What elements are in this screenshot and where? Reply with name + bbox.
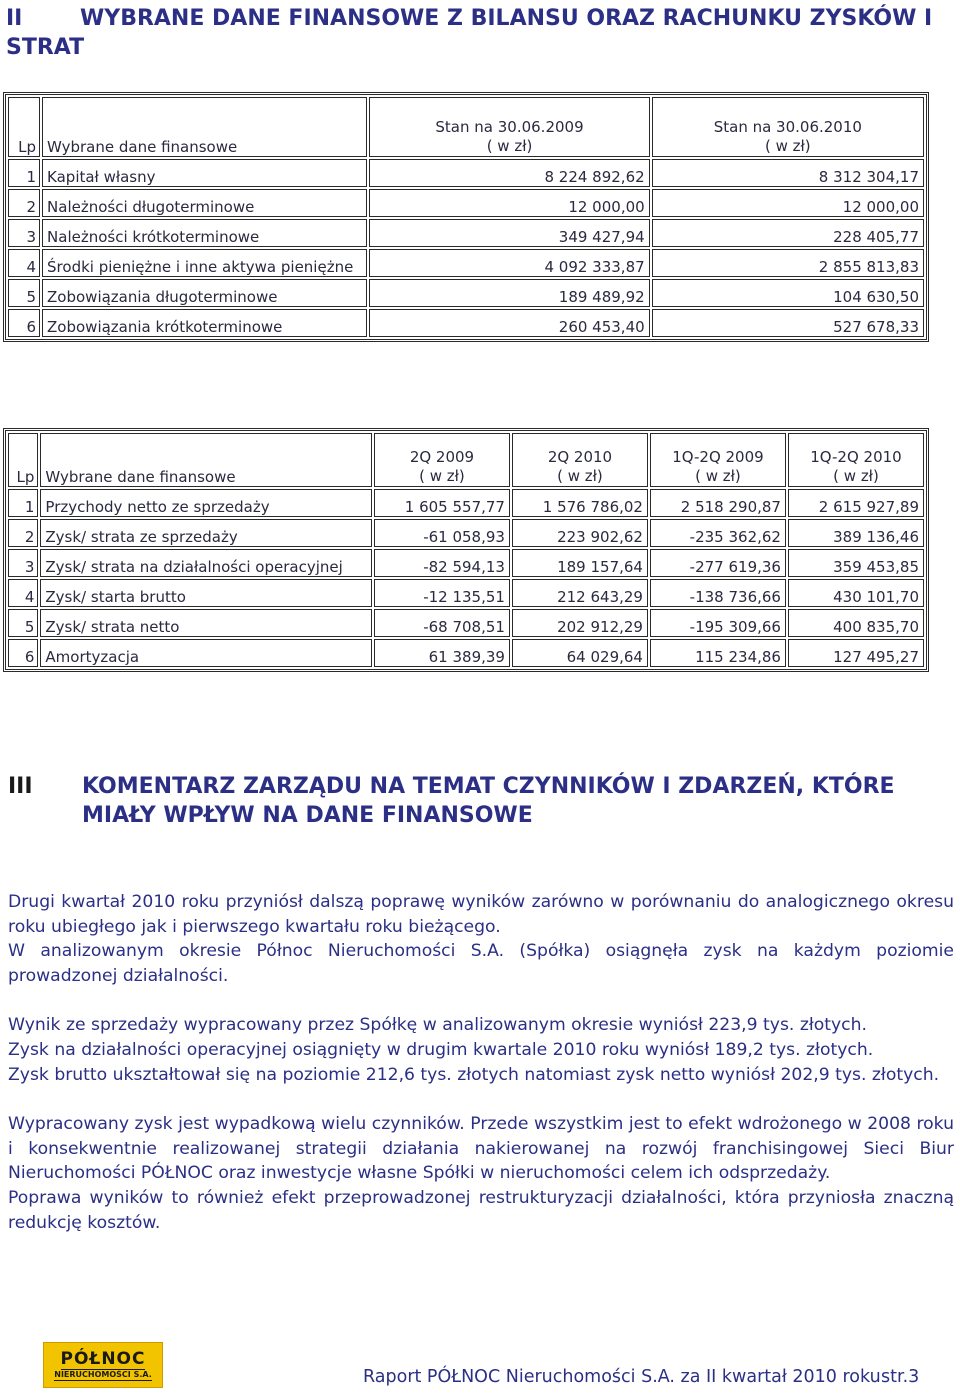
row-value: 223 902,62 <box>512 519 648 547</box>
section-2-number: II <box>6 6 23 31</box>
paragraph: Zysk na działalności operacyjnej osiągnięty w drugim kwartale 2010 roku wyniósł 189,2 tys. złotych. <box>8 1039 874 1060</box>
table-row <box>8 519 924 547</box>
row-lp: 3 <box>8 219 40 247</box>
row-value: 1 605 557,77 <box>374 489 510 517</box>
row-value-2010: 228 405,77 <box>652 219 924 247</box>
table-row <box>8 159 924 187</box>
row-lp: 5 <box>8 609 38 637</box>
income-table <box>3 428 929 672</box>
income-header-col <box>512 433 648 487</box>
balance-header-2009-year: 2009 <box>545 118 584 136</box>
row-value-2009: 260 453,40 <box>369 309 649 337</box>
row-value: 1 576 786,02 <box>512 489 648 517</box>
table-row <box>8 489 924 517</box>
row-lp: 6 <box>8 639 38 667</box>
income-header-col <box>788 433 924 487</box>
table-row <box>8 219 924 247</box>
income-header-lp: Lp <box>8 433 38 487</box>
paragraph: Drugi kwartał 2010 roku przyniósł dalszą poprawę wyników zarówno w porównaniu do analogicznego okresu roku ubiegłego jak i pierwszego kwartału roku bieżącego. <box>8 892 954 937</box>
balance-table-header <box>8 97 924 157</box>
table-row <box>8 549 924 577</box>
balance-table <box>3 92 929 342</box>
logo-line-2: NIERUCHOMOŚCI S.A. <box>54 1370 152 1379</box>
row-lp: 4 <box>8 249 40 277</box>
balance-header-2009 <box>369 97 649 157</box>
balance-header-2009-label <box>435 118 583 136</box>
row-lp: 4 <box>8 579 38 607</box>
row-lp: 5 <box>8 279 40 307</box>
row-value-2009: 8 224 892,62 <box>369 159 649 187</box>
income-header-col <box>650 433 786 487</box>
row-name: Zobowiązania długoterminowe <box>42 279 367 307</box>
row-value: 2 615 927,89 <box>788 489 924 517</box>
row-name: Zysk/ strata ze sprzedaży <box>40 519 372 547</box>
row-lp: 2 <box>8 189 40 217</box>
row-value-2010: 12 000,00 <box>652 189 924 217</box>
income-header-col-unit: ( w zł) <box>695 467 741 485</box>
balance-header-2009-unit: ( w zł) <box>486 137 533 155</box>
row-value: -195 309,66 <box>650 609 786 637</box>
balance-header-2010-prefix: Stan na 30.06. <box>713 118 824 136</box>
row-value: 202 912,29 <box>512 609 648 637</box>
row-value: -82 594,13 <box>374 549 510 577</box>
income-header-col-unit: ( w zł) <box>419 467 465 485</box>
row-name: Przychody netto ze sprzedaży <box>40 489 372 517</box>
table-row <box>8 579 924 607</box>
row-value: 127 495,27 <box>788 639 924 667</box>
row-value-2009: 12 000,00 <box>369 189 649 217</box>
table-row <box>8 639 924 667</box>
balance-header-lp: Lp <box>8 97 40 157</box>
table-row <box>8 249 924 277</box>
income-header-col-label: 2Q 2009 <box>409 448 475 466</box>
row-lp: 1 <box>8 159 40 187</box>
row-value-2010: 8 312 304,17 <box>652 159 924 187</box>
row-value: 389 136,46 <box>788 519 924 547</box>
row-value: 2 518 290,87 <box>650 489 786 517</box>
row-value: 400 835,70 <box>788 609 924 637</box>
balance-header-2010-unit: ( w zł) <box>765 137 811 155</box>
row-value: 212 643,29 <box>512 579 648 607</box>
row-value: 64 029,64 <box>512 639 648 667</box>
table-row <box>8 309 924 337</box>
table-row <box>8 279 924 307</box>
row-value: 189 157,64 <box>512 549 648 577</box>
row-value: -61 058,93 <box>374 519 510 547</box>
row-value: -277 619,36 <box>650 549 786 577</box>
income-header-col-unit: ( w zł) <box>557 467 603 485</box>
row-value: 61 389,39 <box>374 639 510 667</box>
income-header-col-label: 2Q 2010 <box>547 448 613 466</box>
balance-header-2010-label <box>714 118 862 136</box>
row-name: Zysk/ strata na działalności operacyjnej <box>40 549 372 577</box>
row-name: Zysk/ strata netto <box>40 609 372 637</box>
row-value-2010: 104 630,50 <box>652 279 924 307</box>
paragraph: Zysk brutto ukształtował się na poziomie 212,6 tys. złotych natomiast zysk netto wyniósł 202,9 tys. złotych. <box>8 1064 940 1085</box>
row-value-2009: 4 092 333,87 <box>369 249 649 277</box>
row-value: -12 135,51 <box>374 579 510 607</box>
table-row <box>8 189 924 217</box>
management-commentary <box>8 890 954 1235</box>
balance-header-2009-prefix: Stan na 30.06. <box>435 118 546 136</box>
table-row <box>8 609 924 637</box>
section-2-title <box>6 4 946 62</box>
balance-header-name: Wybrane dane finansowe <box>42 97 367 157</box>
row-value: 115 234,86 <box>650 639 786 667</box>
balance-header-2010-year: 2010 <box>823 118 862 136</box>
row-lp: 1 <box>8 489 38 517</box>
page-number: str.3 <box>881 1367 920 1387</box>
row-value: -235 362,62 <box>650 519 786 547</box>
page-footer <box>363 1367 923 1387</box>
row-name: Amortyzacja <box>40 639 372 667</box>
income-header-name: Wybrane dane finansowe <box>40 433 372 487</box>
row-value-2009: 349 427,94 <box>369 219 649 247</box>
section-3-number: III <box>8 774 33 799</box>
section-3-heading: KOMENTARZ ZARZĄDU NA TEMAT CZYNNIKÓW I ZDARZEŃ, KTÓRE MIAŁY WPŁYW NA DANE FINANSOWE <box>82 774 895 828</box>
row-name: Należności krótkoterminowe <box>42 219 367 247</box>
row-lp: 2 <box>8 519 38 547</box>
footer-report-title: Raport PÓŁNOC Nieruchomości S.A. za II kwartał 2010 roku <box>363 1367 881 1387</box>
balance-header-2010 <box>652 97 924 157</box>
row-value-2009: 189 489,92 <box>369 279 649 307</box>
income-header-col-label: 1Q-2Q 2010 <box>810 448 902 466</box>
paragraph: W analizowanym okresie Północ Nieruchomości S.A. (Spółka) osiągnęła zysk na każdym poziomie prowadzonej działalności. <box>8 941 954 986</box>
row-value: -138 736,66 <box>650 579 786 607</box>
income-table-header <box>8 433 924 487</box>
row-value: -68 708,51 <box>374 609 510 637</box>
row-name: Środki pieniężne i inne aktywa pieniężne <box>42 249 367 277</box>
income-header-col-label: 1Q-2Q 2009 <box>672 448 764 466</box>
row-name: Kapitał własny <box>42 159 367 187</box>
section-2-heading: WYBRANE DANE FINANSOWE Z BILANSU ORAZ RACHUNKU ZYSKÓW I STRAT <box>6 6 933 60</box>
paragraph: Poprawa wyników to również efekt przeprowadzonej restrukturyzacji działalności, która przyniosła znaczną redukcję kosztów. <box>8 1187 954 1233</box>
company-logo <box>43 1342 163 1388</box>
paragraph: Wypracowany zysk jest wypadkową wielu czynników. Przede wszystkim jest to efekt wdrożonego w 2008 roku i konsekwentnie realizowanej strategii działania nakierowanej na rozwój franchisingowej Sieci Biur Nieruchomości PÓŁNOC oraz inwestycje własne Spółki w nieruchomości celem ich odsprzedaży. <box>8 1114 954 1184</box>
row-name: Należności długoterminowe <box>42 189 367 217</box>
row-lp: 6 <box>8 309 40 337</box>
row-value: 359 453,85 <box>788 549 924 577</box>
row-value: 430 101,70 <box>788 579 924 607</box>
paragraph: Wynik ze sprzedaży wypracowany przez Spółkę w analizowanym okresie wyniósł 223,9 tys. złotych. <box>8 1015 867 1036</box>
income-header-col-unit: ( w zł) <box>833 467 879 485</box>
row-lp: 3 <box>8 549 38 577</box>
logo-line-1: PÓŁNOC <box>60 1349 146 1369</box>
logo-name <box>44 1343 162 1370</box>
row-name: Zobowiązania krótkoterminowe <box>42 309 367 337</box>
income-header-col <box>374 433 510 487</box>
logo-subtitle <box>44 1370 162 1381</box>
row-value-2010: 2 855 813,83 <box>652 249 924 277</box>
row-value-2010: 527 678,33 <box>652 309 924 337</box>
row-name: Zysk/ starta brutto <box>40 579 372 607</box>
